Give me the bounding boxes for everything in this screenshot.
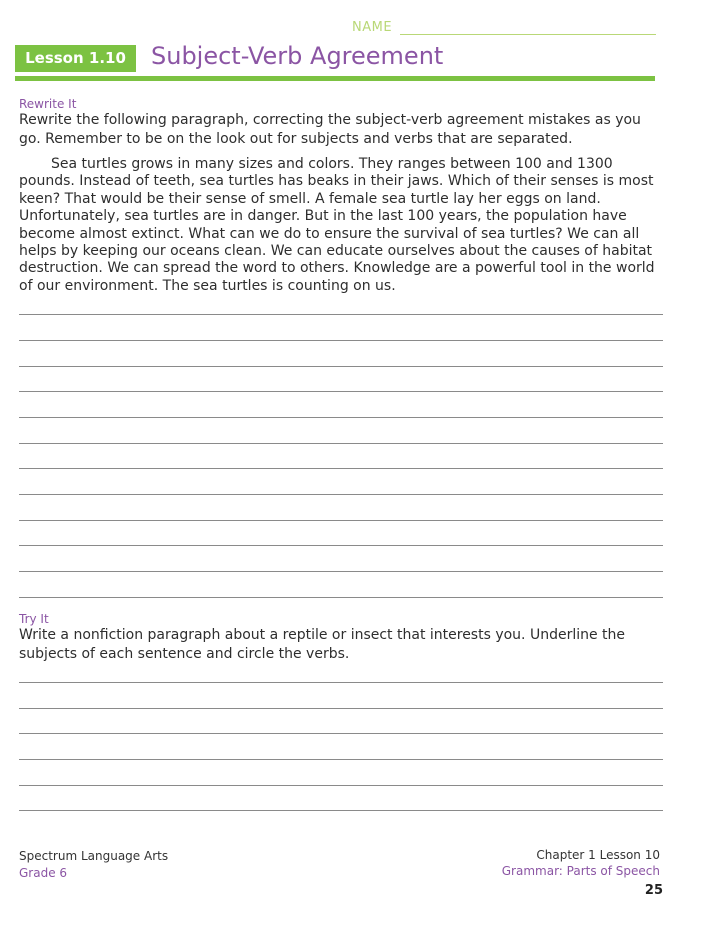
footer-topic: Grammar: Parts of Speech <box>501 864 660 878</box>
title-divider <box>15 76 655 81</box>
lesson-title: Subject-Verb Agreement <box>151 42 444 70</box>
footer-grade: Grade 6 <box>19 866 68 880</box>
try-it-instructions: Write a nonfiction paragraph about a reptile or insect that interests you. Underline the subjects of each sentence and circle the verbs. <box>19 627 626 662</box>
try-it-heading: Try It <box>19 612 49 626</box>
writing-line[interactable] <box>19 366 663 367</box>
rewrite-instructions: Rewrite the following paragraph, correcting the subject-verb agreement mistakes as you go. Remember to be on the look out for subjects and verbs that are separated. <box>19 112 641 147</box>
writing-line[interactable] <box>19 597 663 598</box>
writing-line[interactable] <box>19 785 663 786</box>
writing-line[interactable] <box>19 494 663 495</box>
lesson-badge: Lesson 1.10 <box>15 45 136 72</box>
writing-line[interactable] <box>19 759 663 760</box>
writing-line[interactable] <box>19 810 663 811</box>
name-line[interactable] <box>400 34 656 35</box>
footer-chapter: Chapter 1 Lesson 10 <box>536 848 660 862</box>
writing-line[interactable] <box>19 340 663 341</box>
rewrite-heading: Rewrite It <box>19 97 77 111</box>
writing-line[interactable] <box>19 733 663 734</box>
writing-line[interactable] <box>19 314 663 315</box>
writing-line[interactable] <box>19 468 663 469</box>
footer-book-title: Spectrum Language Arts <box>19 849 169 863</box>
writing-line[interactable] <box>19 417 663 418</box>
name-field[interactable] <box>352 18 662 38</box>
writing-line[interactable] <box>19 571 663 572</box>
writing-line[interactable] <box>19 682 663 683</box>
writing-line[interactable] <box>19 520 663 521</box>
writing-line[interactable] <box>19 391 663 392</box>
writing-line[interactable] <box>19 545 663 546</box>
rewrite-paragraph: Sea turtles grows in many sizes and colors. They ranges between 100 and 1300 pounds. Instead of teeth, sea turtles has beaks in their jaws. Which of their senses is most keen? That would be their sense of smell. A female sea turtle lay her eggs on land. Unfortunately, sea turtles are in danger. But in the last 100 years, the population have become almost extinct. What can we do to ensure the survival of sea turtles? We can all helps by keeping our oceans clean. We can educate ourselves about the causes of habitat destruction. We can spread the word to others. Knowledge are a powerful tool in the world of our environment. The sea turtles is counting on us. <box>19 156 655 294</box>
page-number: 25 <box>644 883 663 898</box>
name-label: NAME <box>352 20 393 35</box>
writing-line[interactable] <box>19 443 663 444</box>
writing-line[interactable] <box>19 708 663 709</box>
